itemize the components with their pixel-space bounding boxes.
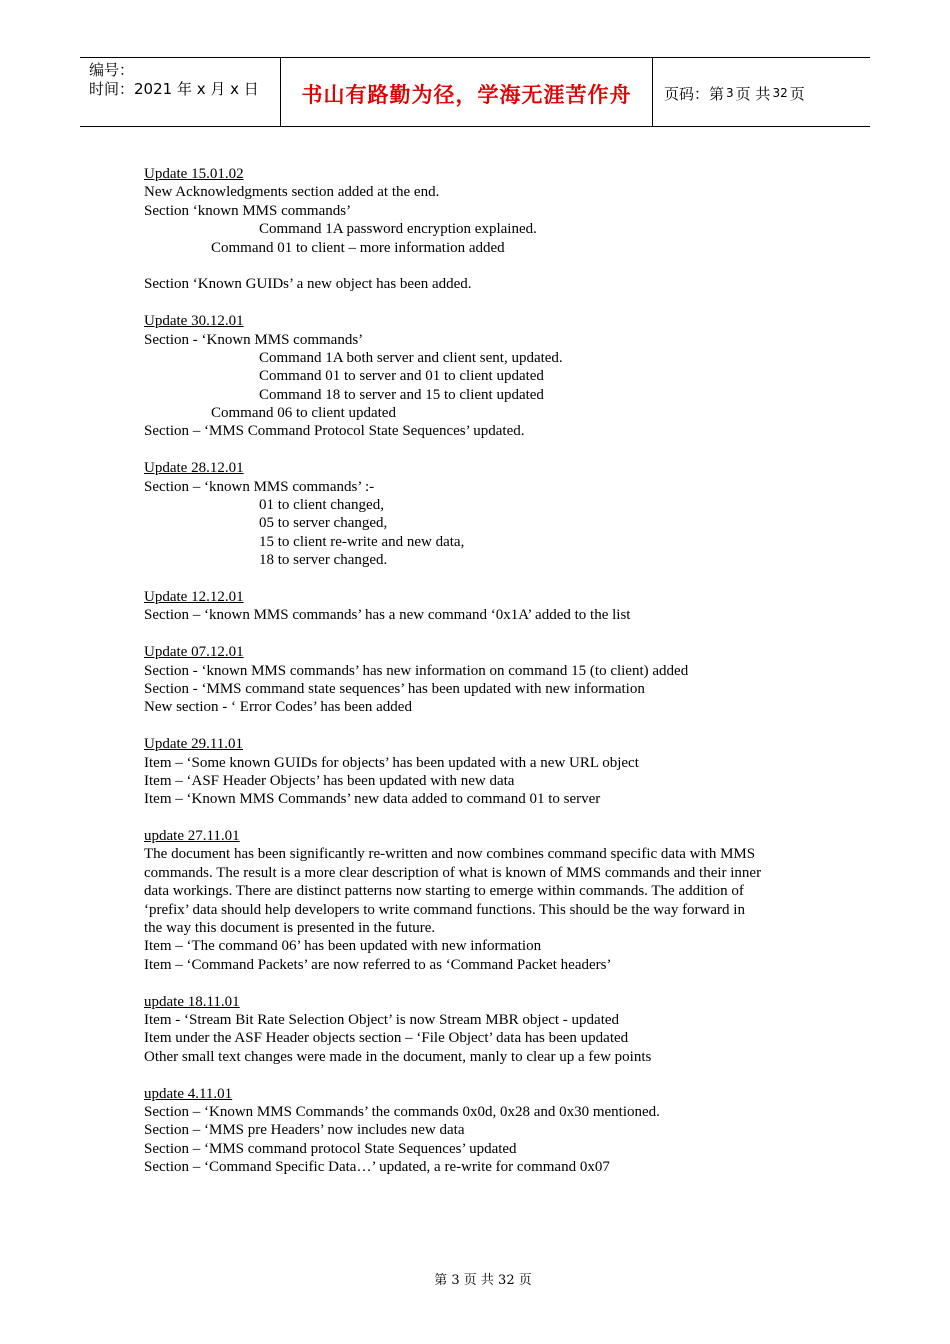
update-entry: 05 to server changed, (259, 515, 388, 532)
update-heading: Update 12.12.01 (144, 588, 244, 605)
update-heading: update 4.11.01 (144, 1085, 233, 1102)
update-entry: Item – ‘The command 06’ has been updated with new information (144, 938, 542, 955)
section-spacer (144, 441, 824, 459)
update-entry: data workings. There are distinct patterns now starting to emerge within commands. The addition of (144, 883, 744, 900)
update-entry: 01 to client changed, (259, 497, 384, 514)
document-number-label: 编号： (89, 61, 135, 79)
update-entry: ‘prefix’ data should help developers to write command functions. This should be the way forward in (144, 901, 745, 918)
update-entry: Section ‘Known GUIDs’ a new object has been added. (144, 276, 472, 293)
header-meta (80, 58, 281, 126)
section-spacer (144, 570, 824, 588)
update-entry: Command 01 to client – more information added (211, 239, 505, 256)
update-entry: Section - ‘Known MMS commands’ (144, 331, 364, 348)
update-entry: Section – ‘known MMS commands’ has a new command ‘0x1A’ added to the list (144, 607, 631, 624)
page-footer: 第 3 页 共 32 页 (434, 1273, 532, 1288)
update-entry: Command 01 to server and 01 to client updated (259, 368, 544, 385)
update-entry: Command 06 to client updated (211, 405, 396, 422)
header-motto: 书山有路勤为径，学海无涯苦作舟 (281, 58, 653, 126)
update-entry: Section - ‘known MMS commands’ has new information on command 15 (to client) added (144, 662, 689, 679)
section-spacer (144, 1066, 824, 1084)
update-heading: Update 15.01.02 (144, 166, 244, 182)
update-entry: Item - ‘Stream Bit Rate Selection Object’ is now Stream MBR object - updated (144, 1011, 620, 1028)
update-heading: Update 29.11.01 (144, 736, 244, 753)
update-entry: Item – ‘Command Packets’ are now referred to as ‘Command Packet headers’ (144, 956, 612, 973)
header-page-counter (664, 58, 870, 126)
section-spacer (144, 625, 824, 643)
update-entry: Section ‘known MMS commands’ (144, 202, 352, 219)
section-spacer (144, 974, 824, 992)
update-entry: Other small text changes were made in the document, manly to clear up a few points (144, 1048, 652, 1065)
page-total: 32 (772, 86, 788, 100)
update-entry: 15 to client re-write and new data, (259, 533, 465, 550)
update-entry: Item under the ASF Header objects section – ‘File Object’ data has been updated (144, 1030, 629, 1047)
update-entry: commands. The result is a more clear description of what is known of MMS commands and their inner (144, 864, 762, 881)
update-entry: Command 1A both server and client sent, updated. (259, 349, 563, 366)
update-entry: Section – ‘MMS Command Protocol State Sequences’ updated. (144, 423, 525, 440)
update-heading: update 18.11.01 (144, 993, 240, 1010)
section-spacer (144, 294, 824, 312)
update-entry: The document has been significantly re-written and now combines command specific data with MMS (144, 846, 756, 863)
update-heading: update 27.11.01 (144, 828, 240, 845)
section-spacer (144, 809, 824, 827)
update-heading: Update 30.12.01 (144, 313, 244, 330)
update-heading: Update 28.12.01 (144, 460, 244, 477)
update-entry: Section – ‘known MMS commands’ :- (144, 478, 375, 495)
update-entry: Section – ‘Known MMS Commands’ the commands 0x0d, 0x28 and 0x30 mentioned. (144, 1103, 660, 1120)
section-spacer (144, 717, 824, 735)
update-entry: Section – ‘MMS command protocol State Sequences’ updated (144, 1140, 517, 1157)
update-entry: New Acknowledgments section added at the end. (144, 184, 440, 201)
update-entry: Section – ‘Command Specific Data…’ updated, a re-write for command 0x07 (144, 1159, 610, 1176)
update-entry: Command 1A password encryption explained. (259, 221, 537, 238)
document-body (144, 165, 824, 1176)
update-entry: Section - ‘MMS command state sequences’ has been updated with new information (144, 680, 645, 697)
page-header (80, 57, 870, 127)
update-entry: Command 18 to server and 15 to client updated (259, 386, 544, 403)
update-entry: Item – ‘Some known GUIDs for objects’ has been updated with a new URL object (144, 754, 639, 771)
blank-line (144, 257, 824, 275)
page-current: 3 (726, 86, 734, 100)
update-heading: Update 07.12.01 (144, 644, 244, 661)
page-suffix: 页 (789, 84, 805, 103)
update-entry: Item – ‘ASF Header Objects’ has been updated with new data (144, 772, 515, 789)
update-entry: 18 to server changed. (259, 552, 388, 569)
page-mid: 页 共 (735, 84, 771, 103)
update-entry: Item – ‘Known MMS Commands’ new data added to command 01 to server (144, 791, 601, 808)
update-entry: Section – ‘MMS pre Headers’ now includes new data (144, 1122, 465, 1139)
page-prefix: 页码：第 (664, 84, 725, 103)
update-entry: New section - ‘ Error Codes’ has been added (144, 699, 412, 716)
document-date: 时间：2021 年 x 月 x 日 (89, 80, 259, 98)
update-entry: the way this document is presented in the future. (144, 920, 436, 937)
